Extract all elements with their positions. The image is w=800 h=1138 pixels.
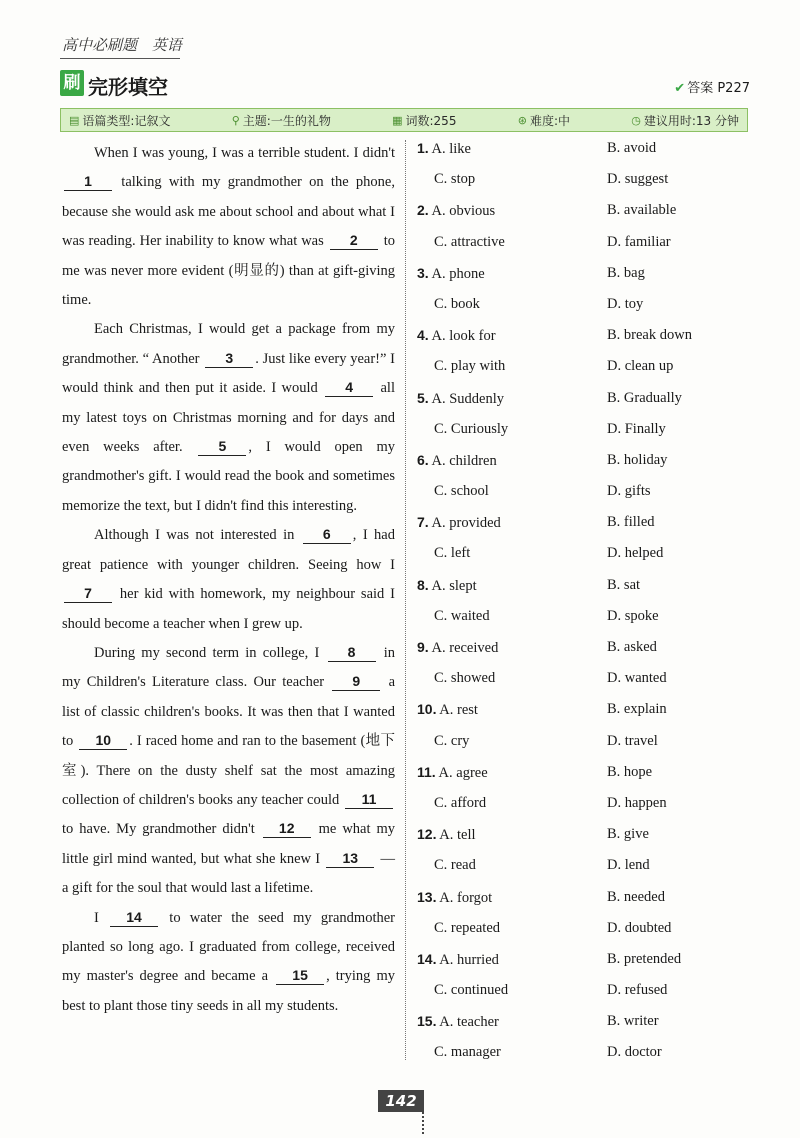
passage-text: , I had great patience with younger children. Seeing how I bbox=[62, 527, 395, 573]
question-row bbox=[417, 324, 752, 355]
option-a-text: A. received bbox=[431, 640, 499, 656]
answer-reference bbox=[674, 77, 750, 96]
question-row bbox=[417, 574, 752, 605]
option-a-text: A. phone bbox=[431, 265, 485, 282]
option-c: C. repeated bbox=[434, 919, 501, 936]
question-row bbox=[417, 480, 752, 511]
option-d: D. Finally bbox=[607, 420, 666, 437]
option-d: D. travel bbox=[607, 732, 658, 749]
passage-paragraph bbox=[62, 639, 395, 904]
info-item bbox=[69, 112, 170, 129]
option-d: D. clean up bbox=[607, 358, 674, 375]
option-d: D. doctor bbox=[607, 1044, 662, 1061]
question-number: 14. bbox=[417, 950, 437, 967]
option-a bbox=[417, 390, 504, 408]
option-b: B. writer bbox=[607, 1013, 659, 1030]
clock-icon: ◷ bbox=[631, 113, 641, 127]
option-a-text: A. tell bbox=[439, 827, 476, 844]
question-number: 1. bbox=[417, 140, 429, 156]
passage-text: me what my little girl mind wanted, but what she knew I bbox=[62, 821, 395, 867]
blank-11: 11 bbox=[345, 790, 393, 809]
option-d: D. helped bbox=[607, 545, 664, 562]
question-row bbox=[417, 231, 752, 262]
question-row bbox=[417, 730, 752, 761]
option-a-text: A. look for bbox=[431, 328, 496, 345]
option-a bbox=[417, 265, 485, 283]
option-d: D. happen bbox=[607, 794, 667, 811]
document-icon: ▤ bbox=[69, 113, 80, 127]
blank-10: 10 bbox=[79, 731, 127, 750]
option-c: C. play with bbox=[434, 358, 506, 375]
option-c: C. manager bbox=[434, 1044, 501, 1061]
passage-text: to have. My grandmother didn't bbox=[62, 821, 261, 838]
option-a-text: A. children bbox=[431, 452, 497, 469]
option-a-text: A. rest bbox=[439, 702, 478, 719]
brush-icon: 刷 bbox=[60, 70, 84, 96]
check-icon: ✔ bbox=[674, 81, 686, 96]
option-d: D. toy bbox=[607, 295, 644, 312]
option-a bbox=[417, 764, 488, 782]
question-row bbox=[417, 542, 752, 573]
question-number: 7. bbox=[417, 514, 429, 531]
question-row bbox=[417, 168, 752, 199]
question-row bbox=[417, 262, 752, 293]
option-a bbox=[417, 577, 477, 595]
option-a bbox=[417, 951, 499, 969]
question-row bbox=[417, 511, 752, 542]
option-c: C. attractive bbox=[434, 233, 505, 250]
option-c: C. school bbox=[434, 483, 489, 500]
question-number: 6. bbox=[417, 451, 429, 468]
passage-paragraph bbox=[62, 904, 395, 1022]
blank-15: 15 bbox=[276, 966, 324, 985]
option-b: B. holiday bbox=[607, 451, 668, 468]
passage-paragraph bbox=[62, 139, 395, 315]
option-a-text: A. forgot bbox=[439, 889, 493, 906]
option-a bbox=[417, 639, 498, 657]
option-a-text: A. agree bbox=[438, 764, 488, 781]
option-a bbox=[417, 327, 496, 345]
passage-text: —a gift for the soul that would last a lifetime. bbox=[62, 850, 396, 897]
question-row bbox=[417, 605, 752, 636]
option-a bbox=[417, 701, 478, 719]
question-row bbox=[417, 886, 752, 917]
question-row bbox=[417, 979, 752, 1010]
question-number: 4. bbox=[417, 327, 429, 344]
option-a-text: A. hurried bbox=[439, 951, 499, 968]
question-row bbox=[417, 823, 752, 854]
option-a-text: A. like bbox=[431, 141, 471, 157]
question-number: 12. bbox=[417, 826, 437, 843]
passage-text: talking with my grandmother on the phone, because she would ask me about school and about what I was reading. Her inability to know what was bbox=[62, 174, 395, 250]
option-c: C. Curiously bbox=[434, 420, 509, 437]
option-b: B. bag bbox=[607, 264, 645, 281]
passage-text: to water the seed my grandmother planted so long ago. I graduated from college, received my master's degree and became a bbox=[62, 909, 395, 985]
question-row bbox=[417, 761, 752, 792]
section-header bbox=[60, 68, 750, 102]
option-d: D. lend bbox=[607, 857, 650, 874]
info-text: 难度:中 bbox=[529, 113, 570, 128]
question-row bbox=[417, 293, 752, 324]
blank-3: 3 bbox=[205, 349, 253, 368]
option-c: C. afford bbox=[434, 794, 487, 811]
option-b: B. asked bbox=[607, 639, 657, 655]
option-a bbox=[417, 140, 471, 158]
option-d: D. gifts bbox=[607, 483, 651, 500]
passage-paragraph bbox=[62, 315, 395, 521]
question-row bbox=[417, 199, 752, 230]
option-a bbox=[417, 452, 497, 470]
page-dots bbox=[422, 1112, 424, 1134]
blank-8: 8 bbox=[328, 643, 376, 662]
passage-text: in my Children's Literature class. Our teacher bbox=[62, 644, 396, 691]
option-d: D. wanted bbox=[607, 670, 667, 687]
option-b: B. Gradually bbox=[607, 389, 682, 406]
difficulty-icon: ⊛ bbox=[517, 113, 527, 127]
passage-text: I bbox=[94, 909, 109, 926]
question-row bbox=[417, 137, 752, 168]
question-number: 15. bbox=[417, 1013, 437, 1030]
question-row bbox=[417, 698, 752, 729]
question-row bbox=[417, 854, 752, 885]
option-a bbox=[417, 514, 501, 532]
info-item bbox=[392, 112, 456, 129]
question-row bbox=[417, 355, 752, 386]
blank-1: 1 bbox=[64, 172, 112, 191]
search-icon: ⚲ bbox=[231, 113, 240, 127]
option-a bbox=[417, 202, 495, 220]
subject-label: 英语 bbox=[151, 36, 182, 54]
info-bar bbox=[60, 108, 748, 132]
option-b: B. explain bbox=[607, 701, 667, 718]
blank-7: 7 bbox=[64, 584, 112, 603]
option-b: B. needed bbox=[607, 888, 665, 905]
passage-text: Each Christmas, I would get a package from my grandmother. “ Another bbox=[62, 321, 395, 367]
question-number: 5. bbox=[417, 389, 429, 406]
question-row bbox=[417, 917, 752, 948]
blank-9: 9 bbox=[332, 672, 380, 691]
question-number: 13. bbox=[417, 888, 437, 905]
info-item bbox=[232, 112, 331, 129]
option-a bbox=[417, 1013, 499, 1031]
book-title: 高中必刷题 bbox=[62, 36, 138, 54]
question-number: 2. bbox=[417, 202, 429, 219]
blank-14: 14 bbox=[110, 908, 158, 927]
option-a-text: A. obvious bbox=[431, 203, 496, 220]
option-d: D. doubted bbox=[607, 919, 672, 936]
count-icon: ▦ bbox=[392, 113, 403, 127]
info-text: 建议用时:13 分钟 bbox=[643, 113, 739, 128]
option-b: B. sat bbox=[607, 576, 641, 593]
passage-text: her kid with homework, my neighbour said I should become a teacher when I grew up. bbox=[62, 586, 395, 632]
blank-2: 2 bbox=[330, 231, 378, 250]
question-number: 3. bbox=[417, 264, 429, 281]
question-row bbox=[417, 792, 752, 823]
question-row bbox=[417, 1010, 752, 1041]
info-text: 主题:一生的礼物 bbox=[242, 113, 331, 128]
page-number: 142 bbox=[378, 1090, 424, 1112]
option-d: D. refused bbox=[607, 982, 668, 999]
option-d: D. spoke bbox=[607, 607, 659, 624]
option-c: C. continued bbox=[434, 982, 509, 999]
passage-text: , I would open my grandmother's gift. I would read the book and sometimes memorize the text, but I didn't find this interesting. bbox=[62, 439, 395, 514]
option-c: C. book bbox=[434, 295, 480, 312]
passage-paragraph bbox=[62, 521, 395, 639]
option-d: D. familiar bbox=[607, 233, 671, 250]
option-a-text: A. provided bbox=[431, 515, 501, 532]
option-a-text: A. teacher bbox=[439, 1014, 499, 1031]
option-b: B. avoid bbox=[607, 140, 657, 156]
question-row bbox=[417, 449, 752, 480]
passage-text: During my second term in college, I bbox=[94, 644, 326, 661]
option-d: D. suggest bbox=[607, 171, 669, 188]
info-item bbox=[631, 112, 739, 129]
passage bbox=[62, 139, 395, 1021]
header-rule bbox=[60, 58, 180, 59]
option-b: B. hope bbox=[607, 763, 653, 780]
answer-page: 答案 P227 bbox=[687, 81, 750, 96]
option-b: B. break down bbox=[607, 327, 692, 344]
option-c: C. cry bbox=[434, 732, 470, 749]
option-b: B. available bbox=[607, 202, 677, 219]
passage-text: When I was young, I was a terrible student. I didn't bbox=[94, 145, 395, 161]
info-item bbox=[518, 112, 570, 129]
option-b: B. give bbox=[607, 826, 649, 843]
question-row bbox=[417, 667, 752, 698]
question-number: 8. bbox=[417, 576, 429, 593]
question-row bbox=[417, 636, 752, 667]
question-row bbox=[417, 948, 752, 979]
blank-4: 4 bbox=[325, 378, 373, 397]
question-row bbox=[417, 418, 752, 449]
option-a-text: A. slept bbox=[431, 577, 477, 594]
blank-13: 13 bbox=[326, 849, 374, 868]
section-title: 完形填空 bbox=[88, 75, 168, 99]
option-c: C. showed bbox=[434, 670, 496, 687]
info-text: 语篇类型:记叙文 bbox=[82, 113, 171, 128]
option-a bbox=[417, 889, 492, 907]
options-list bbox=[417, 137, 752, 1073]
passage-text: Although I was not interested in bbox=[94, 527, 301, 544]
option-c: C. left bbox=[434, 545, 471, 562]
option-b: B. pretended bbox=[607, 950, 682, 967]
passage-text: all my latest toys on Christmas morning and for days and even weeks after. bbox=[62, 380, 395, 456]
question-number: 10. bbox=[417, 701, 437, 718]
question-row bbox=[417, 1041, 752, 1072]
passage-text: . Just like every year!” I would think and then put it aside. I would bbox=[62, 350, 395, 397]
book-header bbox=[62, 34, 192, 55]
info-text: 词数:255 bbox=[405, 113, 457, 128]
option-a bbox=[417, 826, 476, 844]
option-c: C. read bbox=[434, 857, 476, 874]
passage-text: , trying my best to plant those tiny seeds in all my students. bbox=[62, 968, 395, 1014]
question-number: 11. bbox=[417, 763, 436, 780]
question-row bbox=[417, 387, 752, 418]
option-a-text: A. Suddenly bbox=[431, 390, 505, 407]
option-c: C. stop bbox=[434, 171, 476, 188]
question-number: 9. bbox=[417, 639, 429, 655]
blank-12: 12 bbox=[263, 819, 311, 838]
option-c: C. waited bbox=[434, 607, 490, 624]
blank-5: 5 bbox=[198, 437, 246, 456]
blank-6: 6 bbox=[303, 525, 351, 544]
passage-text: . I raced home and ran to the basement (地下室). There on the dusty shelf sat the most amazing collection of children's books any teacher could bbox=[62, 733, 395, 808]
column-divider bbox=[405, 140, 406, 1060]
passage-text: a list of classic children's books. It was then that I wanted to bbox=[62, 674, 396, 750]
passage-text: to me was never more evident (明显的) than at gift-giving time. bbox=[62, 233, 395, 309]
option-b: B. filled bbox=[607, 514, 655, 531]
